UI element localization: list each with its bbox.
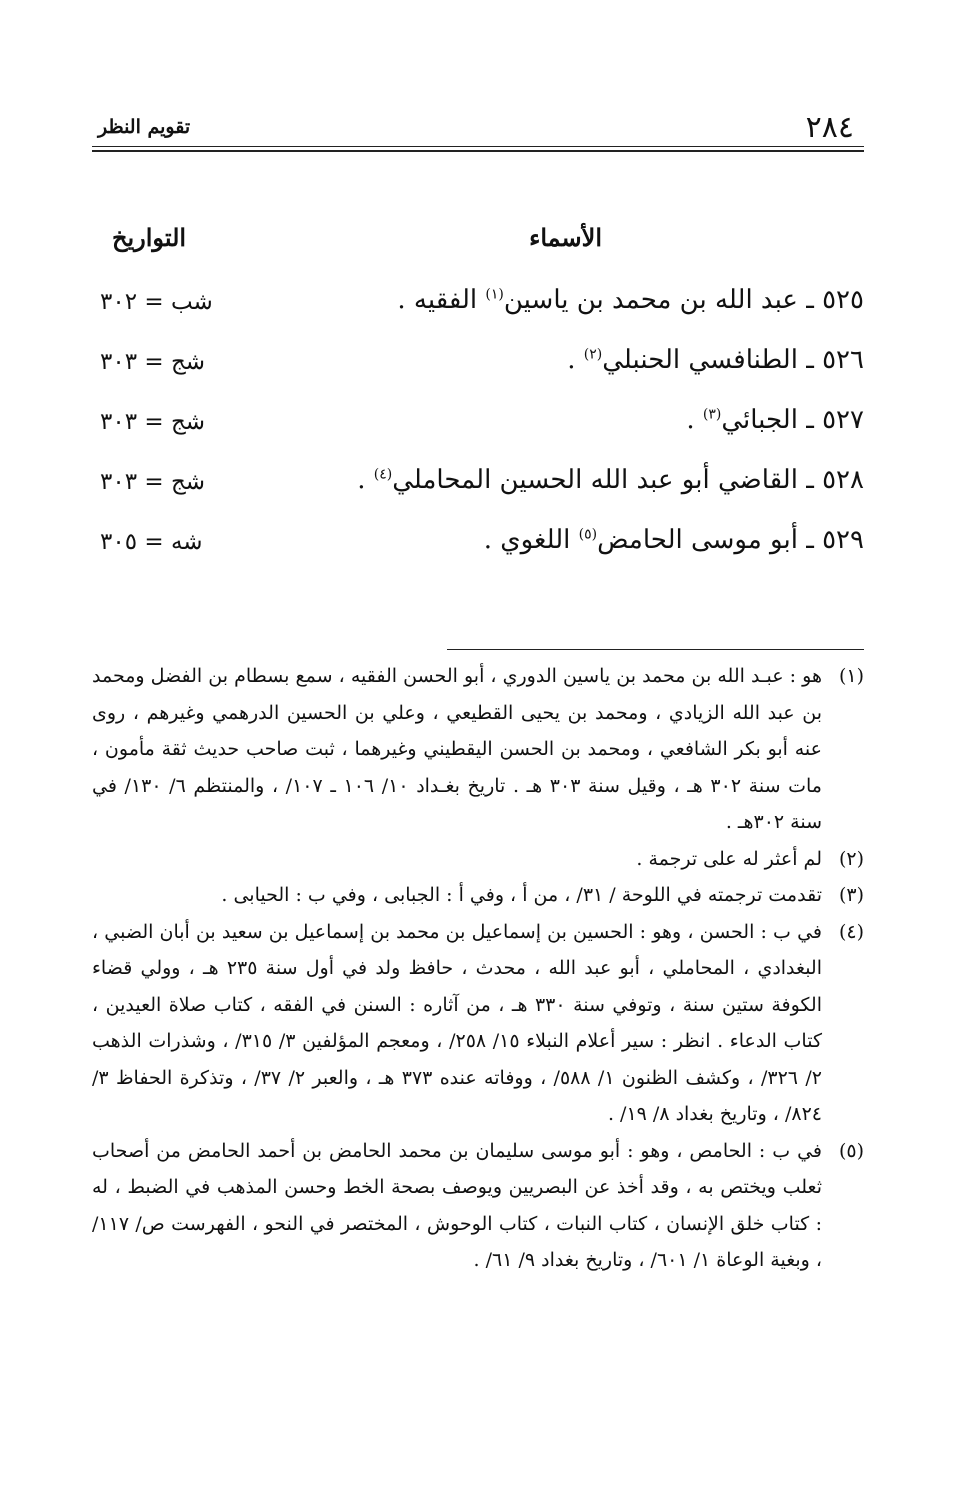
page-number: ٢٨٤ <box>805 110 854 145</box>
footnotes <box>92 658 864 1279</box>
footnote-number: (٢) <box>838 847 864 870</box>
entry-name: ٥٢٩ ـ أبو موسى الحامض$^{(٥)}$ اللغوي . <box>483 525 864 555</box>
footnote-item <box>92 1133 864 1279</box>
footnote-text: في ب : الحامص ، وهو : أبو موسى سليمان بن محمد الحامض بن أحمد الحامض من أصحاب ثعلب ويختص به ، وقد أخذ عن البصريين ويوصف بصحة الخط وحسن المذهب في الضبط ، له : كتاب خلق الإنسان ، كتاب النبات ، كتاب الوحوش ، المختصر في النحو ، الفهرست ص/ ١١٧/ ، وبغية الوعاة ١/ ٦٠١/ ، وتاريخ بغداد ٩/ ٦١/ . <box>92 1139 822 1271</box>
footnote-number: (٣) <box>838 884 864 906</box>
footnote-ref: (٤) <box>373 466 393 483</box>
footnote-item <box>92 914 864 1133</box>
footnote-number: (٥) <box>838 1139 864 1162</box>
book-page <box>92 104 864 1454</box>
footnote-item <box>92 658 864 841</box>
column-headings <box>92 223 864 273</box>
entry-name: ٥٢٥ ـ عبد الله بن محمد بن ياسين$^{(١)}$ الفقيه . <box>397 285 864 315</box>
entry-date: شب = ٣٠٢ <box>100 289 213 315</box>
footnote-text: في ب : الحسن ، وهو : الحسين بن إسماعيل بن محمد بن إسماعيل بن سعيد بن أبان الضبي ، البغدادي ، المحاملي ، أبو عبد الله ، محدث ، حافظ ولد في أول سنة ٢٣٥ هـ ، وولي قضاء الكوفة ستين سنة ، وتوفي سنة ٣٣٠ هـ ، من آثاره : السنن في الفقه ، كتاب صلاة العيدين ، كتاب الدعاء . انظر : سير أعلام النبلاء ١٥/ ٢٥٨/ ، ومعجم المؤلفين ٣/ ٣١٥/ ، وشذرات الذهب ٢/ ٣٢٦/ ، وكشف الظنون ١/ ٥٨٨/ ، ووفاته عنده ٣٧٣ هـ ، والعبر ٢/ ٣٧/ ، وتذكرة الحفاظ ٣/ ٨٢٤/ ، وتاريخ بغداد ٨/ ١٩/ . <box>92 920 822 1125</box>
footnote-text: لم أعثر له على ترجمة . <box>636 847 822 870</box>
names-column-heading: الأسماء <box>529 223 602 252</box>
running-title: تقويم النظر <box>98 116 191 138</box>
footnote-separator <box>447 649 864 650</box>
entry-date: شه = ٣٠٥ <box>100 529 203 555</box>
entry-date: شج = ٣٠٣ <box>100 469 206 495</box>
footnote-item <box>92 841 864 878</box>
footnote-ref: (١) <box>485 286 504 303</box>
footnote-ref: (٢) <box>583 346 603 363</box>
entry-row <box>92 459 864 519</box>
entry-date: شج = ٣٠٣ <box>100 349 206 375</box>
footnote-text: تقدمت ترجمته في اللوحة / ٣١/ ، من أ ، وفي أ : الجبابى ، وفي ب : الحيابى . <box>221 884 822 906</box>
entry-name: ٥٢٧ ـ الجبائي$^{(٣)}$ . <box>686 405 864 435</box>
entry-row <box>92 339 864 399</box>
footnote-text: هو : عبـد الله بن محمد بن ياسين الدوري ، أبو الحسن الفقيه ، سمع بسطام بن الفضل ومحمد بن عبد الله الزيادي ، ومحمد بن يحيى القطيعي ، وعلي بن الحسين الدرهمي وغيرهم ، روى عنه أبو بكر الشافعي ، ومحمد بن الحسن اليقطيني وغيرهما ، ثبت صاحب حديث ثقة مأمون ، مات سنة ٣٠٢ هـ ، وقيل سنة ٣٠٣ هـ . تاريخ بغـداد ١٠/ ١٠٦ ـ ١٠٧/ ، والمنتظم ٦/ ١٣٠/ في سنة ٣٠٢هـ . <box>92 665 822 833</box>
footnote-ref: (٣) <box>702 406 722 423</box>
dates-column-heading: التواريخ <box>112 223 187 252</box>
footnote-item <box>92 877 864 914</box>
footnote-number: (١) <box>838 665 864 687</box>
page-header <box>92 104 864 147</box>
entry-row <box>92 279 864 339</box>
entry-date: شج = ٣٠٣ <box>100 409 206 435</box>
entry-row <box>92 519 864 579</box>
entry-row <box>92 399 864 459</box>
footnote-ref: (٥) <box>578 526 598 543</box>
entries-list <box>92 279 864 579</box>
entry-name: ٥٢٨ ـ القاضي أبو عبد الله الحسين المحاملي$^{(٤)}$ . <box>357 465 864 495</box>
entry-name: ٥٢٦ ـ الطنافسي الحنبلي$^{(٢)}$ . <box>567 345 864 375</box>
footnote-number: (٤) <box>838 920 864 943</box>
